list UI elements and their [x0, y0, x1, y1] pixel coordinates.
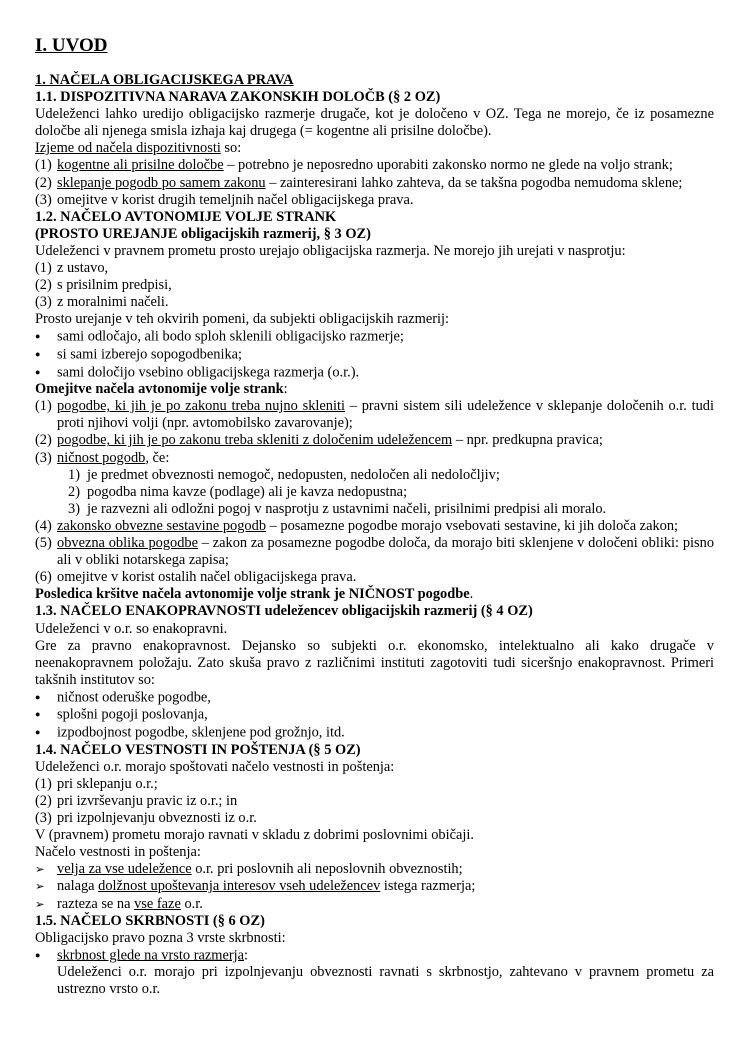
text-run: o.r.: [180, 895, 203, 912]
text-run: o.r. pri poslovnih ali neposlovnih obveznostih;: [191, 861, 463, 878]
list-marker: (1): [35, 157, 52, 174]
text-run: sami odločajo, ali bodo sploh sklenili obligacijsko razmerje;: [57, 328, 404, 345]
text-run: velja za vse udeležence: [57, 861, 192, 878]
text-run: kogentne ali prisilne določbe: [57, 157, 224, 174]
paragraph: [35, 827, 714, 844]
section-heading: [35, 742, 714, 759]
list-item: [35, 398, 714, 432]
list-marker: 2): [68, 483, 80, 500]
list-item: [35, 896, 714, 913]
text-run: pri izpolnjevanju obveznosti iz o.r.: [57, 810, 257, 827]
text-run: 1.2. NAČELO AVTONOMIJE VOLJE STRANK: [35, 208, 337, 225]
text-run: istega razmerja;: [380, 878, 476, 895]
text-run: ničnost oderuške pogodbe,: [57, 689, 211, 706]
text-run: 1.5. NAČELO SKRBNOSTI (§ 6 OZ): [35, 912, 265, 929]
paragraph: [35, 381, 714, 398]
text-run: vse faze: [134, 895, 181, 912]
list-marker: (6): [35, 569, 52, 586]
text-run: :: [283, 381, 288, 398]
text-run: Udeleženci o.r. morajo pri izpolnjevanju obveznosti ravnati s skrbnostjo, zahtevano v pravnem prometu za ustrezno vrsto o.r.: [57, 964, 714, 998]
bullet-icon: ●: [35, 691, 41, 702]
list-marker: (1): [35, 398, 52, 415]
text-run: – potrebno je neposredno uporabiti zakonsko normo ne glede na voljo strank;: [223, 157, 673, 174]
list-item: [35, 947, 714, 965]
list-marker: (2): [35, 792, 52, 809]
paragraph: [35, 106, 714, 140]
text-run: razteza se na: [57, 895, 135, 912]
bullet-icon: ●: [35, 366, 41, 377]
text-run: skrbnost glede na vrsto razmerja: [57, 947, 245, 964]
list-item: [35, 706, 714, 724]
list-item: [35, 518, 714, 535]
paragraph: [35, 243, 714, 260]
text-run: .: [469, 586, 474, 603]
list-item: [35, 432, 714, 449]
bullet-icon: ●: [35, 709, 41, 720]
arrow-bullet-icon: ➢: [35, 862, 45, 877]
list-item: [35, 878, 714, 895]
list-item: [35, 689, 714, 707]
text-run: 1.3. NAČELO ENAKOPRAVNOSTI udeležencev obligacijskih razmerij (§ 4 OZ): [35, 603, 533, 620]
text-run: 1.4. NAČELO VESTNOSTI IN POŠTENJA (§ 5 OZ): [35, 741, 361, 758]
text-run: (PROSTO UREJANJE obligacijskih razmerij, § 3 OZ): [35, 225, 371, 242]
text-run: Udeleženci lahko uredijo obligacijsko razmerje drugače, kot je določeno v OZ. Tega ne morejo, če iz posamezne določbe ali njenega smisla izhaja kaj drugega (= kogentne ali prisilne določbe).: [35, 106, 714, 140]
text-run: Gre za pravno enakopravnost. Dejansko so subjekti o.r. ekonomsko, intelektualno ali kako drugače v neenakopravnem položaju. Zato skuša pravo z različnimi instituti zagotoviti tudi siceršnjo enakopravnost. Primeri takšnih institutov so:: [35, 637, 714, 688]
list-item: [35, 192, 714, 209]
paragraph: [35, 844, 714, 861]
text-run: omejitve v korist ostalih načel obligacijskega prava.: [57, 569, 357, 586]
text-run: 1. NAČELA OBLIGACIJSKEGA PRAVA: [35, 72, 294, 88]
sub-list-item: [35, 467, 714, 484]
section-heading: [35, 89, 714, 106]
list-marker: (3): [35, 810, 52, 827]
list-item: [35, 861, 714, 878]
text-run: – posamezne pogodbe morajo vsebovati sestavine, ki jih določa zakon;: [266, 517, 679, 534]
list-marker: 3): [68, 500, 80, 517]
list-item: [35, 810, 714, 827]
text-run: so:: [220, 140, 242, 157]
paragraph: [35, 759, 714, 776]
text-run: splošni pogoji poslovanja,: [57, 706, 208, 723]
text-run: izpodbojnost pogodbe, sklenjene pod grožnjo, itd.: [57, 724, 345, 741]
section-heading: [35, 226, 714, 243]
text-run: s prisilnim predpisi,: [57, 277, 172, 294]
paragraph: [35, 586, 714, 603]
paragraph: [35, 638, 714, 689]
section-heading: [35, 913, 714, 930]
paragraph: [35, 964, 714, 998]
paragraph: [35, 930, 714, 947]
list-marker: (3): [35, 449, 52, 466]
text-run: pogodbe, ki jih je po zakonu treba nujno skleniti: [57, 398, 345, 415]
bullet-icon: ●: [35, 949, 41, 960]
list-item: [35, 175, 714, 192]
text-run: nalaga: [57, 878, 99, 895]
text-run: omejitve v korist drugih temeljnih načel obligacijskega prava.: [57, 191, 414, 208]
text-run: je razvezni ali odložni pogoj v nasprotju z ustavnimi načeli, prisilnimi predpisi ali moralo.: [87, 500, 607, 517]
text-run: Prosto urejanje v teh okvirih pomeni, da subjekti obligacijskih razmerij:: [35, 311, 450, 328]
list-marker: (3): [35, 294, 52, 311]
text-run: – pravni sistem sili udeležence v sklepanje določenih o.r. tudi proti njihovi volji (npr. avtomobilsko zavarovanje);: [57, 398, 714, 432]
list-marker: (1): [35, 775, 52, 792]
list-item: [35, 277, 714, 294]
sub-list-item: [35, 484, 714, 501]
list-item: [35, 157, 714, 174]
list-item: [35, 450, 714, 467]
list-item: [35, 793, 714, 810]
list-item: [35, 535, 714, 569]
text-run: V (pravnem) prometu morajo ravnati v skladu z dobrimi poslovnimi običaji.: [35, 827, 474, 844]
bullet-icon: ●: [35, 727, 41, 738]
text-run: zakonsko obvezne sestavine pogodb: [57, 517, 267, 534]
text-run: Udeleženci v pravnem prometu prosto urejajo obligacijska razmerja. Ne morejo jih urejati v nasprotju:: [35, 242, 626, 259]
text-run: pri izvrševanju pravic iz o.r.; in: [57, 792, 238, 809]
text-run: sami določijo vsebino obligacijskega razmerja (o.r.).: [57, 364, 360, 381]
bullet-icon: ●: [35, 349, 41, 359]
list-marker: (2): [35, 432, 52, 449]
text-run: Posledica kršitve načela avtonomije volje strank je NIČNOST pogodbe: [35, 586, 470, 603]
list-marker: (2): [35, 174, 52, 191]
document-title: [35, 34, 714, 58]
list-marker: (3): [35, 191, 52, 208]
text-run: 1.1. DISPOZITIVNA NARAVA ZAKONSKIH DOLOČB (§ 2 OZ): [35, 89, 441, 106]
list-marker: (4): [35, 517, 52, 534]
list-marker: (1): [35, 260, 52, 277]
text-run: – zakon za posamezne pogodbe določa, da morajo biti sklenjene v določeni obliki: pisno ali v obliki notarskega zapisa;: [57, 535, 715, 569]
arrow-bullet-icon: ➢: [35, 896, 45, 911]
text-run: ničnost pogodb: [57, 449, 146, 466]
text-run: sklepanje pogodb po samem zakonu: [57, 174, 266, 191]
paragraph: [35, 621, 714, 638]
text-run: z moralnimi načeli.: [57, 294, 169, 311]
sub-list-item: [35, 501, 714, 518]
text-run: pogodba nima kavze (podlage) ali je kavza nedopustna;: [87, 483, 408, 500]
text-run: Omejitve načela avtonomije volje strank: [35, 381, 284, 398]
text-run: :: [244, 947, 249, 964]
text-run: pogodbe, ki jih je po zakonu treba skleniti z določenim udeležencem: [57, 432, 453, 449]
section-heading: [35, 209, 714, 226]
list-item: [35, 328, 714, 346]
list-item: [35, 346, 714, 364]
list-marker: (2): [35, 277, 52, 294]
list-item: [35, 776, 714, 793]
text-run: , če:: [145, 449, 170, 466]
text-run: – zainteresirani lahko zahteva, da se takšna pogodba nemudoma sklene;: [265, 174, 683, 191]
paragraph: [35, 311, 714, 328]
list-item: [35, 260, 714, 277]
text-run: Načelo vestnosti in poštenja:: [35, 844, 201, 861]
arrow-bullet-icon: ➢: [35, 879, 45, 894]
list-item: [35, 364, 714, 382]
bullet-icon: ●: [35, 331, 41, 342]
text-run: z ustavo,: [57, 260, 109, 277]
text-run: si sami izberejo sopogodbenika;: [57, 346, 243, 363]
list-item: [35, 569, 714, 586]
text-run: Obligacijsko pravo pozna 3 vrste skrbnosti:: [35, 929, 286, 946]
text-run: Udeleženci v o.r. so enakopravni.: [35, 620, 228, 637]
text-run: Izjeme od načela dispozitivnosti: [35, 140, 221, 157]
section-heading: [35, 603, 714, 620]
text-run: Udeleženci o.r. morajo spoštovati načelo vestnosti in poštenja:: [35, 758, 395, 775]
section-heading: [35, 72, 714, 89]
text-run: I. UVOD: [35, 35, 108, 56]
text-run: dolžnost upoštevanja interesov vseh udeležencev: [98, 878, 381, 895]
list-marker: 1): [68, 466, 80, 483]
list-marker: (5): [35, 535, 52, 552]
list-item: [35, 724, 714, 742]
list-item: [35, 294, 714, 311]
text-run: pri sklepanju o.r.;: [57, 775, 158, 792]
text-run: – npr. predkupna pravica;: [452, 432, 603, 449]
text-run: je predmet obveznosti nemogoč, nedopusten, nedoločen ali nedoločljiv;: [87, 466, 500, 483]
paragraph: [35, 140, 714, 157]
text-run: obvezna oblika pogodbe: [57, 535, 199, 552]
